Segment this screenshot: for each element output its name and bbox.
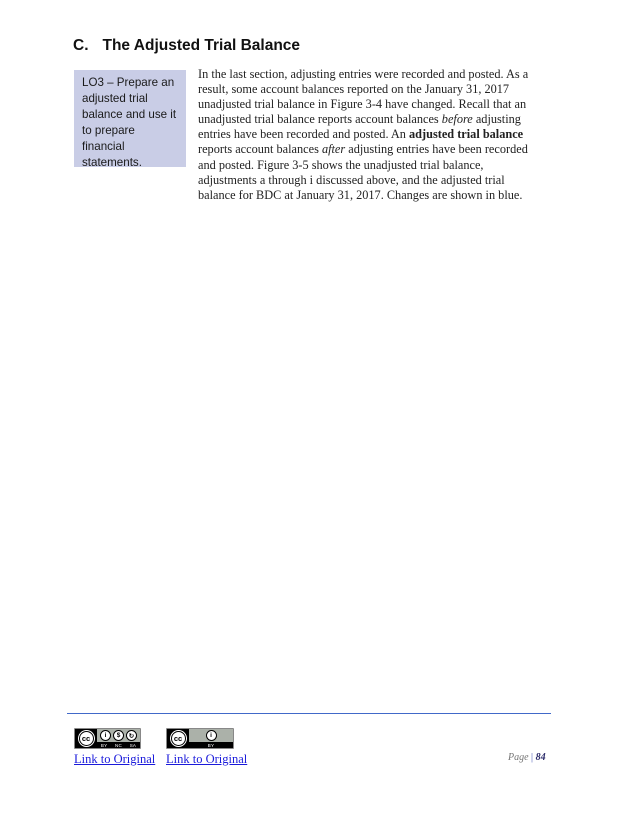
footer-divider: [67, 713, 551, 714]
lo-line: financial: [82, 139, 125, 153]
attribution-icon: i: [100, 730, 111, 741]
body-text-segment: reports account balances: [198, 142, 322, 157]
body-line: In the last section, adjusting entries were recorded and posted. As a: [198, 67, 529, 81]
body-text-segment: adjusting entries have been recorded: [345, 142, 528, 157]
emphasis-after: after: [321, 142, 346, 157]
noncommercial-icon: $: [113, 730, 124, 741]
body-line: [198, 127, 560, 142]
badge-label: NC: [115, 742, 122, 748]
badge-label: BY: [207, 742, 215, 748]
body-paragraph: [198, 67, 560, 203]
body-line: adjustments a through i discussed above, and the adjusted trial: [198, 172, 505, 187]
body-text-segment: entries have been recorded and posted. An: [198, 127, 410, 142]
page-separator: |: [531, 752, 534, 763]
emphasis-before: before: [441, 112, 473, 127]
attribution-icon: i: [206, 730, 217, 741]
badge-label: BY: [100, 742, 108, 748]
body-line: balance for BDC at January 31, 2017. Changes are shown in blue.: [198, 187, 523, 202]
body-line: [198, 142, 560, 157]
body-line: unadjusted trial balance in Figure 3-4 have changed. Recall that an: [198, 97, 527, 112]
term-adjusted-trial-balance: adjusted trial balance: [409, 127, 524, 142]
link-to-original-1[interactable]: Link to Original: [74, 752, 156, 766]
body-text-segment: adjusting: [472, 112, 521, 127]
lo-line: to prepare: [82, 123, 135, 137]
cc-logo-icon: cc: [167, 729, 189, 748]
lo-line: balance and use it: [82, 107, 177, 121]
page-label: Page: [508, 752, 529, 763]
section-letter: C.: [73, 37, 89, 54]
sharealike-icon: ↻: [126, 730, 137, 741]
cc-by-badge[interactable]: [166, 728, 234, 749]
page-number-value: 84: [535, 752, 546, 763]
badge-label: SA: [129, 742, 137, 748]
learning-objective-box: [74, 70, 186, 167]
body-text-segment: unadjusted trial balance reports account balances: [198, 112, 442, 127]
section-heading: [73, 37, 300, 55]
body-line: result, some account balances reported on the January 31, 2017: [198, 82, 510, 97]
cc-by-nc-sa-badge[interactable]: [74, 728, 141, 749]
lo-line: adjusted trial: [82, 91, 148, 105]
cc-logo-icon: cc: [75, 729, 97, 748]
body-line: and posted. Figure 3-5 shows the unadjusted trial balance,: [198, 157, 484, 172]
section-title: The Adjusted Trial Balance: [102, 37, 301, 54]
page-number: [508, 752, 546, 763]
lo-line: statements.: [82, 155, 142, 169]
link-to-original-2[interactable]: Link to Original: [166, 752, 248, 766]
lo-line: LO3 – Prepare an: [82, 76, 175, 89]
body-line: [198, 112, 560, 127]
